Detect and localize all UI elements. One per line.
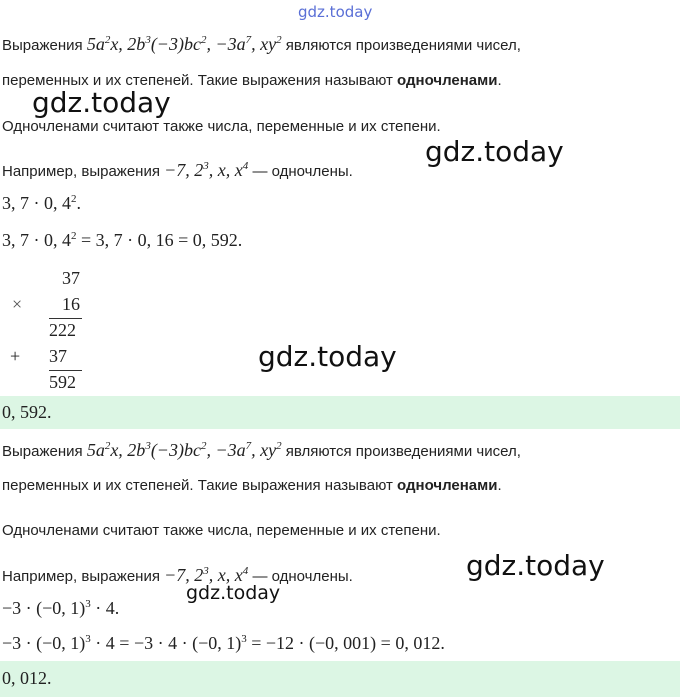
answer-band-2	[0, 661, 680, 697]
plus-sign: +	[10, 346, 21, 366]
answer-2: 0, 012.	[2, 668, 52, 688]
example-line	[2, 565, 353, 586]
line2-end: .	[497, 72, 502, 89]
watermark: gdz.today	[466, 549, 605, 582]
times-sign: ×	[12, 294, 23, 314]
intro-line-2	[2, 72, 502, 89]
task-expression: −3 · (−0, 1)$^3$ · 4.	[2, 598, 120, 618]
product-result: 592	[49, 372, 76, 392]
watermark: gdz.today	[258, 340, 397, 373]
multiplication-bar	[49, 318, 82, 319]
example-prefix: Например, выражения	[2, 568, 160, 585]
example-suffix: — одночлены.	[252, 163, 353, 180]
intro-line-1	[2, 440, 521, 461]
line2-prefix: переменных и их степеней. Такие выражения называют	[2, 477, 393, 494]
example-monomials: −7, $2^3$, x, $x^4$	[164, 160, 249, 180]
example-line	[2, 160, 353, 181]
term-monomials: одночленами	[397, 72, 498, 89]
watermark: gdz.today	[32, 86, 171, 119]
term-monomials: одночленами	[397, 477, 498, 494]
watermark-top: gdz.today	[298, 3, 373, 21]
also-line: Одночленами считают также числа, переменные и их степени.	[2, 118, 441, 135]
solution-line: −3 · (−0, 1)$^3$ · 4 = −3 · 4 · (−0, 1)$^3$ = −12 · (−0, 001) = 0, 012.	[2, 633, 445, 653]
intro-suffix: являются произведениями чисел,	[285, 37, 521, 54]
example-monomials: −7, $2^3$, x, $x^4$	[164, 565, 249, 585]
watermark: gdz.today	[186, 582, 281, 604]
sum-bar	[49, 370, 82, 371]
watermark: gdz.today	[425, 135, 564, 168]
example-suffix: — одночлены.	[252, 568, 353, 585]
intro-line-1	[2, 34, 521, 55]
example-prefix: Например, выражения	[2, 163, 160, 180]
intro-suffix: являются произведениями чисел,	[285, 443, 521, 460]
intro-line-2	[2, 477, 502, 494]
line2-prefix: переменных и их степеней. Такие выражения называют	[2, 72, 393, 89]
monomial-list: $5a^2x$, $2b^3(-3)bc^2$, $-3a^7$, $xy^2$	[86, 34, 282, 54]
task-expression: 3, 7 · 0, $4^2$.	[2, 193, 81, 213]
partial-product-2: 37	[49, 346, 67, 366]
factor-b: 16	[62, 294, 80, 314]
answer-band-1	[0, 396, 680, 429]
intro-prefix: Выражения	[2, 443, 83, 460]
also-line: Одночленами считают также числа, переменные и их степени.	[2, 522, 441, 539]
monomial-list: $5a^2x$, $2b^3(-3)bc^2$, $-3a^7$, $xy^2$	[86, 440, 282, 460]
partial-product-1: 222	[49, 320, 76, 340]
intro-prefix: Выражения	[2, 37, 83, 54]
factor-a: 37	[62, 268, 80, 288]
solution-line: 3, 7 · 0, $4^2 = 3$, 7 · 0, 16 = 0, 592.	[2, 230, 243, 250]
line2-end: .	[497, 477, 502, 494]
answer-1: 0, 592.	[2, 402, 52, 422]
